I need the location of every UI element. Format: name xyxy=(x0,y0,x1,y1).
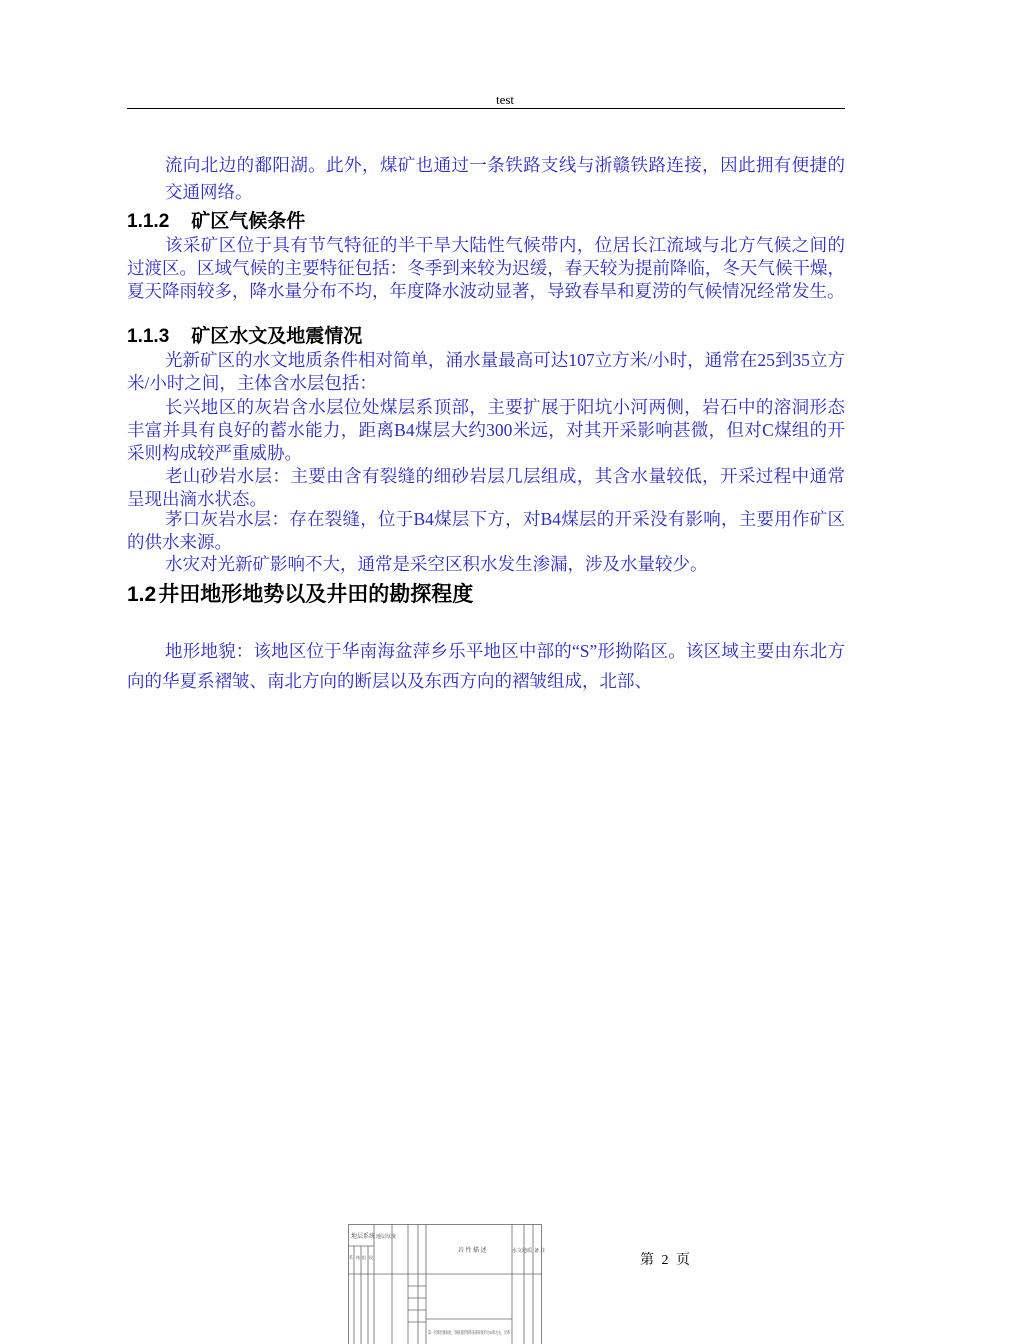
heading-title: 矿区气候条件 xyxy=(191,210,306,232)
heading-number: 1.1.3 xyxy=(127,326,170,347)
header-rule xyxy=(127,108,845,109)
paragraph-terrain: 地形地貌：该地区位于华南海盆萍乡乐平地区中部的“S”形拗陷区。该区域主要由东北方向的华夏系褶皱、南北方向的断层以及东西方向的褶皱组成，北部、 xyxy=(127,641,845,691)
heading-1-2 xyxy=(127,582,845,607)
paragraph-climate: 该采矿区位于具有节气特征的半干旱大陆性气候带内，位居长江流域与北方气候之间的过渡区。区域气候的主要特征包括：冬季到来较为迟缓，春天较为提前降临，冬天气候干燥，夏天降雨较多，降水量分布不均，年度降水波动显著，导致春旱和夏涝的气候情况经常发生。 xyxy=(127,235,845,301)
paragraph-laoshan-aquifer: 老山砂岩水层：主要由含有裂缝的细砂岩层几层组成，其含水量较低，开采过程中通常呈现出滴水状态。 xyxy=(127,466,845,509)
page-number: 第 2 页 xyxy=(640,1253,690,1268)
table-sub-series: 统 xyxy=(356,1255,360,1260)
table-row-text: 第一层煤层薄弱处，铁路菱形煤系顶部厚度约为30米左右，层系 xyxy=(428,1330,554,1335)
table-header-strata: 地层系统 xyxy=(351,1234,376,1240)
table-header-lithology: 岩 性 描 述 xyxy=(458,1248,487,1254)
heading-title: 井田地形地势以及井田的勘探程度 xyxy=(158,582,474,606)
stratigraphic-table-image xyxy=(348,1224,554,1344)
heading-1-1-2 xyxy=(127,209,845,234)
header-text: test xyxy=(495,92,515,107)
table-header-notes: 备 注 xyxy=(534,1249,546,1254)
table-svg xyxy=(348,1224,554,1344)
table-sub-member: 段 xyxy=(369,1255,373,1260)
heading-number: 1.1.2 xyxy=(127,211,170,232)
table-sub-formation: 组 xyxy=(362,1255,366,1260)
paragraph-continued: 流向北边的鄱阳湖。此外，煤矿也通过一条铁路支线与浙赣铁路连接，因此拥有便捷的交通网络。 xyxy=(165,155,845,202)
heading-1-1-3 xyxy=(127,324,845,349)
heading-title: 矿区水文及地震情况 xyxy=(191,325,363,347)
paragraph-hydrology: 光新矿区的水文地质条件相对简单，涌水量最高可达107立方米/小时，通常在25到35立方米/小时之间，主体含水层包括： xyxy=(127,350,845,393)
paragraph-changxing-aquifer: 长兴地区的灰岩含水层位处煤层系顶部，主要扩展于阳坑小河两侧，岩石中的溶洞形态丰富并具有良好的蓄水能力，距离B4煤层大约300米远，对其开采影响甚微，但对C煤组的开采则构成较严重威胁。 xyxy=(127,397,845,463)
heading-number: 1.2 xyxy=(127,583,157,606)
table-header-hydro: 水文地质 xyxy=(512,1249,533,1254)
paragraph-flood: 水灾对光新矿影响不大，通常是采空区积水发生渗漏，涉及水量较少。 xyxy=(165,554,708,574)
table-sub-system: 系 xyxy=(349,1255,353,1260)
paragraph-maokou-aquifer: 茅口灰岩水层：存在裂缝，位于B4煤层下方，对B4煤层的开采没有影响，主要用作矿区的供水来源。 xyxy=(127,509,845,552)
table-header-thickness: 地层厚度 xyxy=(376,1235,397,1240)
